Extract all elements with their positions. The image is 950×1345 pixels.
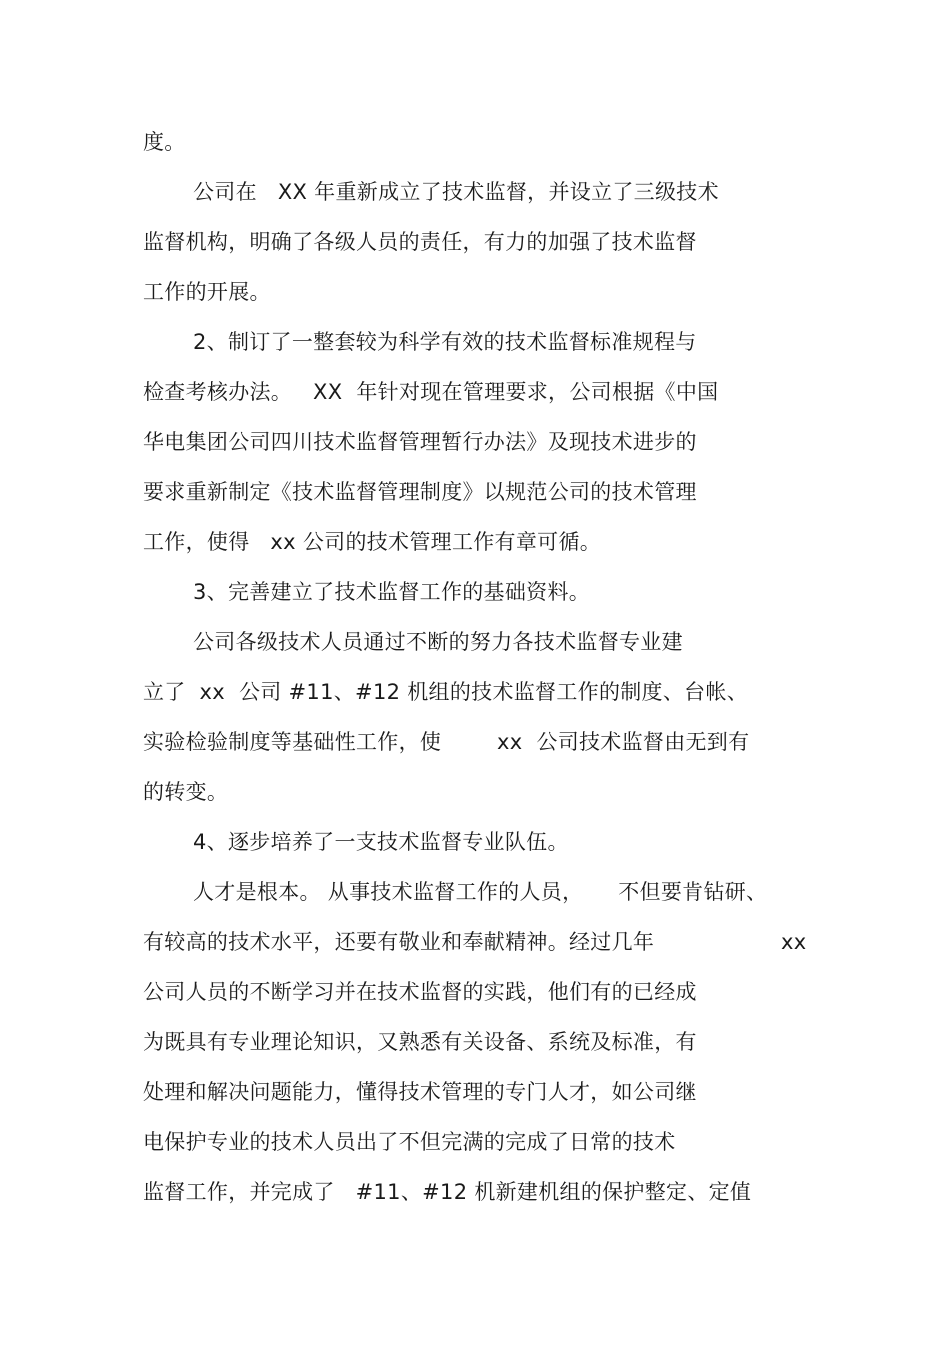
text-line: 有较高的技术水平，还要有敬业和奉献精神。经过几年 bbox=[143, 930, 655, 954]
text-line: 处理和解决问题能力，懂得技术管理的专门人才，如公司继 bbox=[143, 1080, 697, 1104]
text-line: xx bbox=[781, 930, 807, 954]
text-line: 实验检验制度等基础性工作，使 xx 公司技术监督由无到有 bbox=[143, 730, 750, 754]
text-line: 度。 bbox=[143, 130, 186, 154]
text-line: 的转变。 bbox=[143, 780, 229, 804]
text-line: 公司人员的不断学习并在技术监督的实践，他们有的已经成 bbox=[143, 980, 697, 1004]
text-line: 公司在 XX 年重新成立了技术监督，并设立了三级技术 bbox=[193, 180, 719, 204]
text-line: 要求重新制定《技术监督管理制度》以规范公司的技术管理 bbox=[143, 480, 697, 504]
text-line: 监督机构，明确了各级人员的责任，有力的加强了技术监督 bbox=[143, 230, 697, 254]
text-line: 立了 xx 公司 #11、#12 机组的技术监督工作的制度、台帐、 bbox=[143, 680, 749, 704]
text-line: 监督工作，并完成了 #11、#12 机新建机组的保护整定、定值 bbox=[143, 1180, 752, 1204]
text-line: 公司各级技术人员通过不断的努力各技术监督专业建 bbox=[193, 630, 683, 654]
text-line: 电保护专业的技术人员出了不但完满的完成了日常的技术 bbox=[143, 1130, 676, 1154]
text-line: 工作，使得 xx 公司的技术管理工作有章可循。 bbox=[143, 530, 602, 554]
text-line: 人才是根本。 从事技术监督工作的人员， 不但要肯钻研、 bbox=[193, 880, 768, 904]
text-line: 华电集团公司四川技术监督管理暂行办法》及现技术进步的 bbox=[143, 430, 697, 454]
text-line: 4、逐步培养了一支技术监督专业队伍。 bbox=[193, 830, 569, 854]
text-line: 3、完善建立了技术监督工作的基础资料。 bbox=[193, 580, 591, 604]
text-line: 检查考核办法。 XX 年针对现在管理要求，公司根据《中国 bbox=[143, 380, 719, 404]
text-line: 2、制订了一整套较为科学有效的技术监督标准规程与 bbox=[193, 330, 697, 354]
text-line: 为既具有专业理论知识，又熟悉有关设备、系统及标准，有 bbox=[143, 1030, 697, 1054]
text-line: 工作的开展。 bbox=[143, 280, 271, 304]
